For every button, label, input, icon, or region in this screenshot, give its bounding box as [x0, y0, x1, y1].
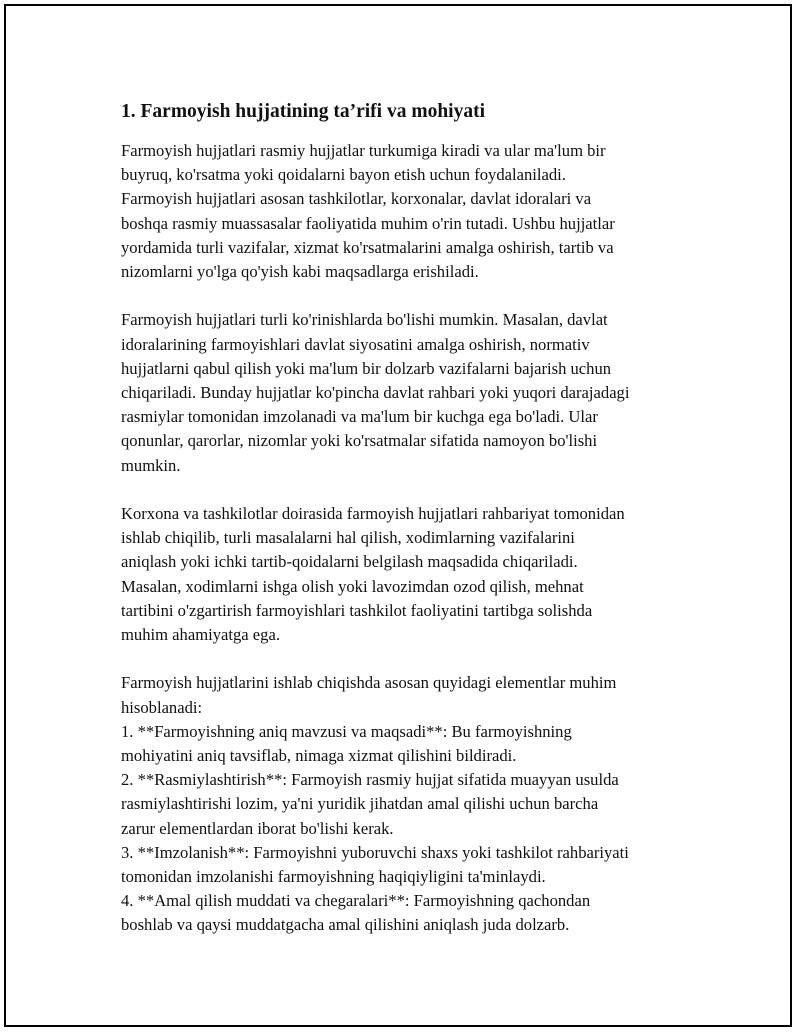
text-line: Farmoyish hujjatlari rasmiy hujjatlar turkumiga kiradi va ular ma'lum bir	[121, 141, 606, 160]
list-item-line: 2. **Rasmiylashtirish**: Farmoyish rasmiy hujjat sifatida muayyan usulda	[121, 770, 619, 790]
list-item-line: 4. **Amal qilish muddati va chegaralari**: Farmoyishning qachondan	[121, 891, 591, 911]
text-line: mumkin.	[121, 455, 181, 475]
text-line: muhim ahamiyatga ega.	[121, 625, 280, 645]
paragraph-2	[121, 308, 711, 477]
list-item-line: mohiyatini aniq tavsiflab, nimaga xizmat qilishini bildiradi.	[121, 746, 517, 766]
text-line: buyruq, ko'rsatma yoki qoidalarni bayon etish uchun foydalaniladi.	[121, 165, 566, 185]
document-content	[121, 99, 711, 938]
text-line: yordamida turli vazifalar, xizmat ko'rsatmalarini amalga oshirish, tartib va	[121, 237, 614, 257]
paragraph-3	[121, 502, 711, 647]
text-line: ishlab chiqilib, turli masalalarni hal qilish, xodimlarning vazifalarini	[121, 528, 575, 548]
list-item-line: 1. **Farmoyishning aniq mavzusi va maqsadi**: Bu farmoyishning	[121, 721, 572, 741]
paragraph-1	[121, 139, 711, 284]
paragraph-4	[121, 671, 711, 937]
document-page	[4, 4, 792, 1027]
list-item-line: rasmiylashtirishi lozim, ya'ni yuridik jihatdan amal qilishi uchun barcha	[121, 794, 599, 814]
text-line: nizomlarni yo'lga qo'yish kabi maqsadlarga erishiladi.	[121, 262, 479, 282]
text-line: chiqariladi. Bunday hujjatlar ko'pincha davlat rahbari yoki yuqori darajadagi	[121, 383, 630, 403]
text-line: idoralarining farmoyishlari davlat siyosatini amalga oshirish, normativ	[121, 334, 590, 354]
text-line: rasmiylar tomonidan imzolanadi va ma'lum bir kuchga ega bo'ladi. Ular	[121, 407, 598, 427]
text-line: hujjatlarni qabul qilish yoki ma'lum bir dolzarb vazifalarni bajarish uchun	[121, 358, 612, 378]
section-heading: 1. Farmoyish hujjatining ta’rifi va mohiyati	[121, 101, 485, 122]
text-line: Farmoyish hujjatlari turli ko'rinishlarda bo'lishi mumkin. Masalan, davlat	[121, 310, 608, 330]
list-item-line: zarur elementlardan iborat bo'lishi kerak.	[121, 818, 394, 838]
text-line: Farmoyish hujjatlarini ishlab chiqishda asosan quyidagi elementlar muhim	[121, 673, 617, 693]
text-line: qonunlar, qarorlar, nizomlar yoki ko'rsatmalar sifatida namoyon bo'lishi	[121, 431, 598, 451]
list-item-line: 3. **Imzolanish**: Farmoyishni yuboruvchi shaxs yoki tashkilot rahbariyati	[121, 842, 629, 862]
list-item-line: tomonidan imzolanishi farmoyishning haqiqiyligini ta'minlaydi.	[121, 867, 546, 887]
text-line: Korxona va tashkilotlar doirasida farmoyish hujjatlari rahbariyat tomonidan	[121, 504, 625, 524]
text-line: boshqa rasmiy muassasalar faoliyatida muhim o'rin tutadi. Ushbu hujjatlar	[121, 213, 615, 233]
text-line: tartibini o'zgartirish farmoyishlari tashkilot faoliyatini tartibga solishda	[121, 600, 593, 620]
text-line: aniqlash yoki ichki tartib-qoidalarni belgilash maqsadida chiqariladi.	[121, 552, 578, 572]
list-item-line: boshlab va qaysi muddatgacha amal qilishini aniqlash juda dolzarb.	[121, 915, 570, 935]
text-line: hisoblanadi:	[121, 697, 203, 717]
text-line: Masalan, xodimlarni ishga olish yoki lavozimdan ozod qilish, mehnat	[121, 576, 584, 596]
text-line: Farmoyish hujjatlari asosan tashkilotlar, korxonalar, davlat idoralari va	[121, 189, 592, 209]
